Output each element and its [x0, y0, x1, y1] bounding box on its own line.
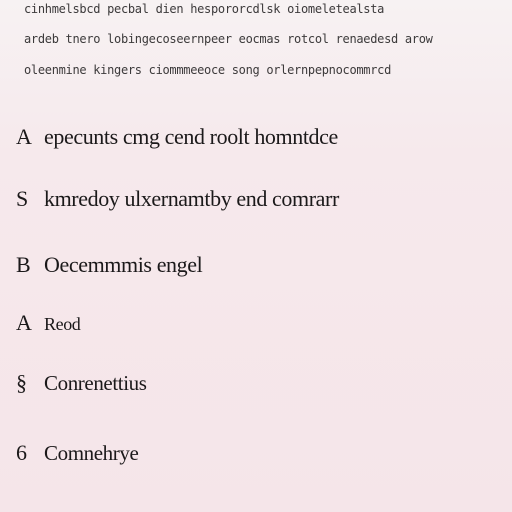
- intro-line: ardeb tnero lobingecoseernpeer eocmas rotcol renaedesd arow: [24, 32, 433, 46]
- list-item: [16, 124, 338, 150]
- option-text: epecunts cmg cend roolt homntdce: [44, 124, 338, 149]
- option-marker: S: [16, 186, 29, 211]
- option-text: Oecemmmis engel: [44, 252, 203, 277]
- option-marker: B: [16, 252, 31, 277]
- option-text: Conrenettius: [44, 371, 147, 395]
- list-item: [16, 370, 147, 396]
- option-text: Comnehrye: [44, 441, 139, 465]
- option-marker: §: [16, 370, 27, 395]
- option-marker: 6: [16, 440, 27, 465]
- intro-line: oleenmine kingers ciommmeeoce song orlernpepnocommrcd: [24, 63, 392, 77]
- intro-line: cinhmelsbcd pecbal dien hespororcdlsk oiomeletealsta: [24, 2, 385, 16]
- list-item: [16, 310, 80, 336]
- option-marker: A: [16, 124, 32, 149]
- list-item: [16, 186, 339, 212]
- option-marker: A: [16, 310, 32, 335]
- option-text: Reod: [44, 314, 81, 334]
- list-item: [16, 440, 138, 466]
- list-item: [16, 252, 202, 278]
- option-text: kmredoy ulxernamtby end comrarr: [44, 186, 339, 211]
